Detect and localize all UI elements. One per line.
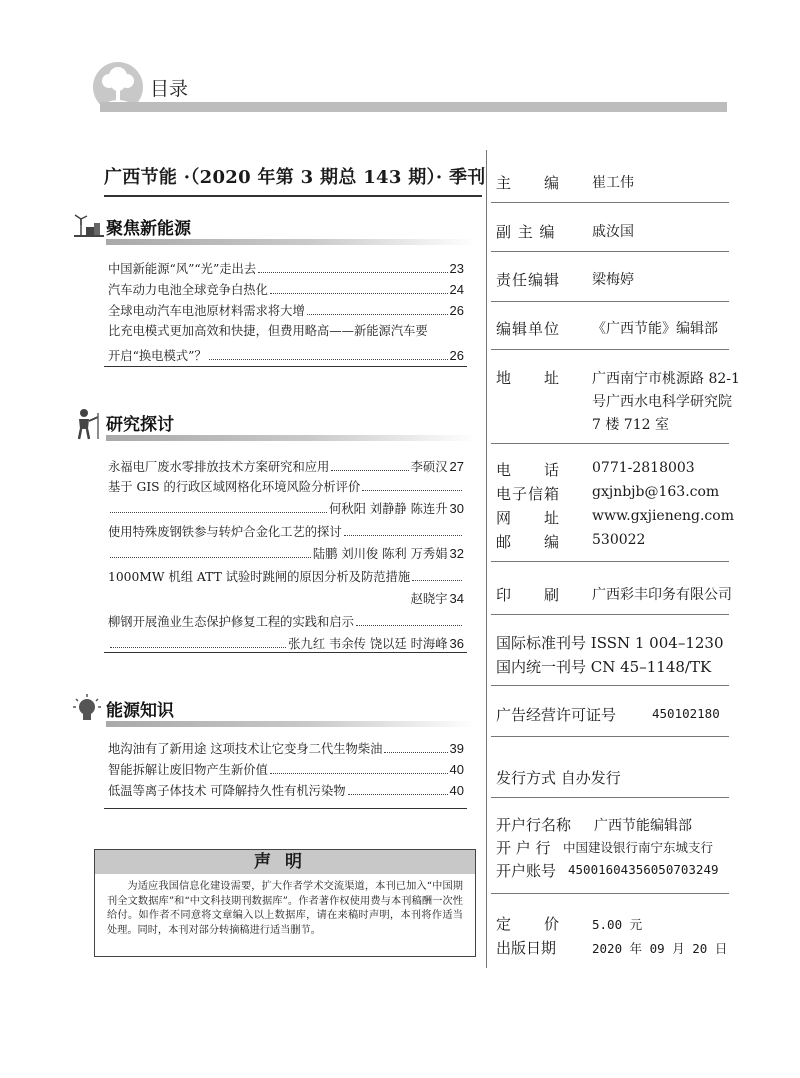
issue-heading: 广西节能 ·（2020 年第 3 期总 143 期）· 季刊 <box>104 167 486 188</box>
dot-leader <box>331 470 408 471</box>
section-rule <box>106 721 476 727</box>
dot-leader <box>209 359 448 360</box>
entry-title: 比充电模式更加高效和快捷，但费用略高——新能源汽车要 <box>108 324 428 338</box>
account-no-label: 开户账号 <box>496 862 557 880</box>
printer-value: 广西彩丰印务有限公司 <box>592 587 732 603</box>
masthead-rule <box>491 736 729 737</box>
toc-entry <box>108 522 464 543</box>
entry-page: 39 <box>449 741 464 756</box>
masthead-rule <box>491 561 729 562</box>
account-name-label: 开户行名称 <box>496 816 572 834</box>
entry-page: 30 <box>449 501 464 516</box>
entry-author: 张九红 韦余传 饶以廷 时海峰 <box>288 637 448 651</box>
email-value: gxjnbjb@163.com <box>592 484 720 500</box>
email-label: 电子信箱 <box>496 485 561 503</box>
masthead-rule <box>491 251 729 252</box>
toc-entry <box>108 612 464 633</box>
entry-author: 何秋阳 刘静静 陈连升 <box>329 502 448 516</box>
notice-body: 为适应我国信息化建设需要，扩大作者学术交流渠道，本刊已加入“中国期刊全文数据库”和“中文科技期刊数据库”。作者著作权使用费与本刊稿酬一次性给付。如作者不同意将文章编入以上数据库，请在来稿时声明，本刊将作适当处理。同时，本刊对部分转摘稿进行适当删节。 <box>107 881 463 936</box>
lightbulb-icon <box>72 693 106 727</box>
entry-title: 地沟油有了新用途 这项技术让它变身二代生物柴油 <box>108 742 383 756</box>
website-value: www.gxjieneng.com <box>592 508 734 524</box>
bank-label: 开 户 行 <box>496 839 551 857</box>
chief-editor-value: 崔工伟 <box>592 175 634 191</box>
dot-leader <box>258 272 447 273</box>
responsible-editor-label: 责任编辑 <box>496 271 561 289</box>
pub-date-label: 出版日期 <box>496 939 557 957</box>
entry-page: 23 <box>449 261 464 276</box>
entry-page: 26 <box>449 303 464 318</box>
dot-leader <box>110 647 286 648</box>
entry-title: 开启“换电模式”？ <box>108 349 207 363</box>
entry-title: 柳钢开展渔业生态保护修复工程的实践和启示 <box>108 615 354 629</box>
entry-page: 36 <box>449 636 464 651</box>
pub-date-value: 2020 年 09 月 20 日 <box>592 941 728 956</box>
dot-leader <box>110 602 409 603</box>
entry-title: 中国新能源“风”“光”走出去 <box>108 262 257 276</box>
masthead-rule <box>491 614 729 615</box>
issn-text: 国际标准刊号 ISSN 1 004–1230 <box>496 634 724 652</box>
toc-entry <box>108 780 464 801</box>
entry-page: 27 <box>449 459 464 474</box>
section-bottom-rule <box>104 652 467 653</box>
entry-page: 32 <box>449 546 464 561</box>
cn-text: 国内统一刊号 CN 45–1148/TK <box>496 658 712 676</box>
toc-entry <box>108 498 464 519</box>
toc-entry <box>108 633 464 654</box>
notice-title: 声明 <box>95 850 475 874</box>
wind-turbine-icon <box>72 211 106 245</box>
entry-title: 使用特殊废钢铁参与转炉合金化工艺的探讨 <box>108 525 342 539</box>
dot-leader <box>384 752 447 753</box>
entry-author: 赵晓宇 <box>410 592 448 606</box>
section-title: 能源知识 <box>106 701 174 721</box>
masthead-rule <box>491 685 729 686</box>
section-bottom-rule <box>104 366 467 367</box>
address-line: 7 楼 712 室 <box>592 417 669 433</box>
website-label: 网 址 <box>496 509 561 527</box>
dot-leader <box>270 293 448 294</box>
bank-value: 中国建设银行南宁东城支行 <box>563 840 714 855</box>
section-rule <box>106 435 476 441</box>
ad-license-value: 450102180 <box>652 706 720 721</box>
toc-list-research <box>108 456 464 654</box>
entry-title: 低温等离子体技术 可降解持久性有机污染物 <box>108 784 346 798</box>
entry-title: 智能拆解让废旧物产生新价值 <box>108 763 268 777</box>
entry-page: 40 <box>449 783 464 798</box>
page-title: 目录 <box>150 78 189 100</box>
toc-entry <box>108 345 464 366</box>
section-bottom-rule <box>104 808 467 809</box>
section-header-energy-knowledge <box>72 693 477 735</box>
dot-leader <box>307 314 448 315</box>
masthead-rule <box>491 893 729 894</box>
researcher-icon <box>72 407 106 441</box>
distribution-text: 发行方式 自办发行 <box>496 769 621 787</box>
toc-entry <box>108 738 464 759</box>
address-line: 号广西水电科学研究院 <box>592 394 732 410</box>
section-header-research <box>72 407 477 449</box>
toc-entry <box>108 759 464 780</box>
dot-leader <box>412 580 462 581</box>
dot-leader <box>362 490 462 491</box>
entry-page: 24 <box>449 282 464 297</box>
price-value: 5.00 元 <box>592 917 643 932</box>
phone-value: 0771-2818003 <box>592 460 695 476</box>
toc-entry <box>108 456 464 477</box>
section-title: 聚焦新能源 <box>106 219 191 239</box>
dot-leader <box>110 512 327 513</box>
entry-title: 1000MW 机组 ATT 试验时跳闸的原因分析及防范措施 <box>108 570 411 584</box>
editorial-unit-value: 《广西节能》编辑部 <box>592 321 718 337</box>
dot-leader <box>356 625 462 626</box>
toc-entry <box>108 300 464 321</box>
toc-entry <box>108 588 464 609</box>
chief-editor-label: 主 编 <box>496 174 561 192</box>
toc-list-energy-knowledge <box>108 738 464 801</box>
dot-leader <box>270 773 448 774</box>
notice-box <box>94 849 476 957</box>
masthead-rule <box>491 443 729 444</box>
toc-entry <box>108 258 464 279</box>
entry-page: 40 <box>449 762 464 777</box>
address-line: 广西南宁市桃源路 82-1 <box>592 371 740 387</box>
entry-title: 永福电厂废水零排放技术方案研究和应用 <box>108 460 330 474</box>
printer-label: 印 刷 <box>496 586 561 604</box>
dot-leader <box>344 535 462 536</box>
toc-entry <box>108 477 464 498</box>
ad-license-label: 广告经营许可证号 <box>496 706 617 724</box>
entry-page: 26 <box>449 348 464 363</box>
postcode-value: 530022 <box>592 532 646 548</box>
masthead-rule <box>491 301 729 302</box>
section-header-new-energy <box>72 211 477 253</box>
section-title: 研究探讨 <box>106 415 174 435</box>
toc-entry <box>108 543 464 564</box>
toc-list-new-energy <box>108 258 464 366</box>
deputy-editor-label: 副 主 编 <box>496 223 556 241</box>
phone-label: 电 话 <box>496 461 561 479</box>
entry-page: 34 <box>449 591 464 606</box>
entry-title: 汽车动力电池全球竞争白热化 <box>108 283 268 297</box>
dot-leader <box>348 794 448 795</box>
entry-title: 全球电动汽车电池原材料需求将大增 <box>108 304 305 318</box>
section-rule <box>106 239 476 245</box>
responsible-editor-value: 梁梅婷 <box>592 272 634 288</box>
masthead-rule <box>491 349 729 350</box>
toc-entry <box>108 567 464 588</box>
entry-author: 李硕汉 <box>410 460 448 474</box>
toc-entry <box>108 321 464 345</box>
price-label: 定 价 <box>496 915 561 933</box>
postcode-label: 邮 编 <box>496 533 561 551</box>
issue-rule <box>104 195 482 197</box>
editorial-unit-label: 编辑单位 <box>496 320 561 338</box>
account-name-value: 广西节能编辑部 <box>594 818 692 834</box>
column-divider <box>486 150 487 968</box>
account-no-value: 45001604356050703249 <box>568 862 719 877</box>
entry-title: 基于 GIS 的行政区域网格化环境风险分析评价 <box>108 480 361 494</box>
entry-author: 陆鹏 刘川俊 陈利 万秀娟 <box>312 547 448 561</box>
masthead-rule <box>491 797 729 798</box>
toc-entry <box>108 279 464 300</box>
deputy-editor-value: 戚汝国 <box>592 224 634 240</box>
masthead-rule <box>491 202 729 203</box>
address-label: 地 址 <box>496 369 561 387</box>
dot-leader <box>110 557 311 558</box>
header-bar <box>100 102 727 112</box>
